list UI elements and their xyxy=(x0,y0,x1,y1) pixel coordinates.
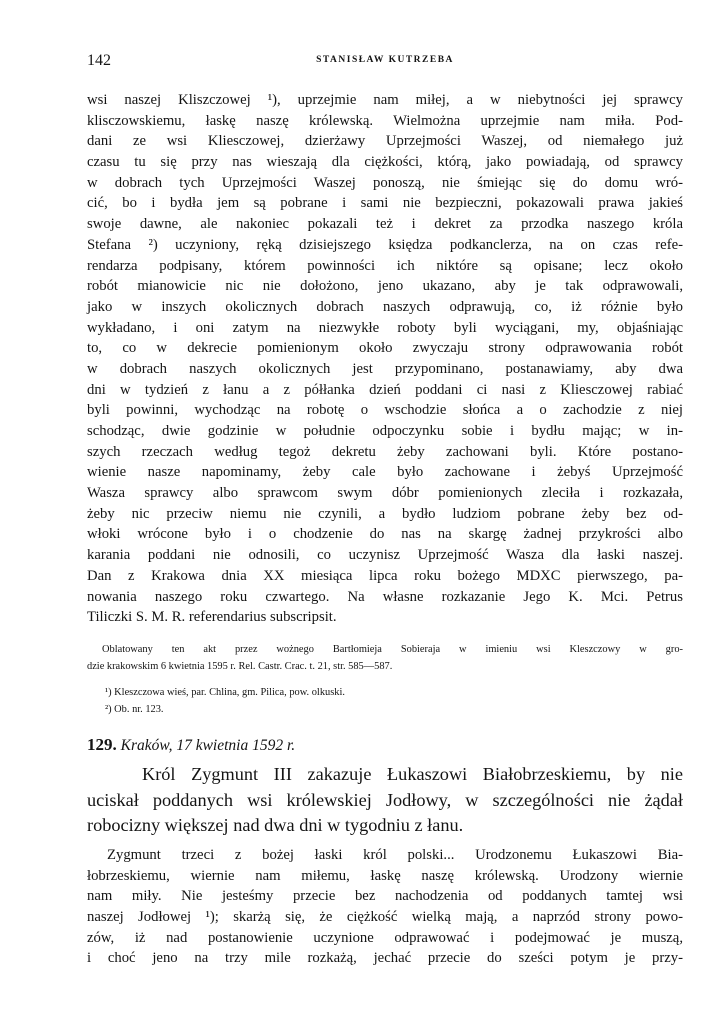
text-line: i choć jeno na trzy mile rozkażą, jechać przecie do sześci potym je przy- xyxy=(87,950,683,967)
regest-line: uciskał poddanych wsi królewskiej Jodłowy, w szczególności nie żądał xyxy=(87,789,683,810)
text-line: Dan z Krakowa dnia XX miesiąca lipca roku bożego MDXC pierwszego, pa- xyxy=(87,567,683,584)
page-header xyxy=(87,52,683,72)
text-line: Tiliczki S. M. R. referendarius subscripsit. xyxy=(87,609,337,626)
text-line: Wasza sprawcy albo sprawcom swym dóbr pomienionych zleciła i rozkazała, xyxy=(87,485,683,502)
text-line: klisczowskiemu, łaskę naszę królewską. Wielmożna uprzejmie nam miła. Pod- xyxy=(87,112,683,129)
note-line: dzie krakowskim 6 kwietnia 1595 r. Rel. Castr. Crac. t. 21, str. 585—587. xyxy=(87,661,393,672)
footnote: ¹) Kleszczowa wieś, par. Chlina, gm. Pilica, pow. olkuski. xyxy=(105,687,345,698)
regest-line: Król Zygmunt III zakazuje Łukaszowi Białobrzeskiemu, by nie xyxy=(142,764,683,784)
footnotes xyxy=(87,684,683,718)
text-line: nam miły. Nie jesteśmy przecie bez nachodzenia od poddanych tamtej wsi xyxy=(87,888,683,905)
text-line: włoki wrócone było i o chodzenie do nas na skargę żadnej przykrości albo xyxy=(87,526,683,543)
text-line: żeby nic przeciw niemu nie czynili, a bydło ludziom pobrane żeby bez od- xyxy=(87,505,683,522)
footnote: ²) Ob. nr. 123. xyxy=(105,704,164,715)
regest-line: robocizny większej nad dwa dni w tygodniu z łanu. xyxy=(87,815,464,835)
text-line: szych rzeczach według tegoż dekretu żeby zachowani byli. Które postano- xyxy=(87,443,683,460)
text-line: karania poddani nie odnosili, co uczynisz Uprzejmość Wasza dla łaski naszej. xyxy=(87,547,683,564)
text-line: Zygmunt trzeci z bożej łaski król polski... Urodzonemu Łukaszowi Bia- xyxy=(107,847,683,863)
text-line: dani ze wsi Kliesczowej, dzierżawy Uprzejmości Waszej, od niemałego już xyxy=(87,133,683,150)
text-line: wienie nasze napominamy, żeby cale było zachowane i żebyś Uprzejmość xyxy=(87,464,683,481)
text-line: łobrzeskiemu, wiernie nam miłemu, łaskę naszę królewską. Urodzony wiernie xyxy=(87,867,683,884)
text-line: to, co w dekrecie pomienionym około zwyczaju strony odprawowania robót xyxy=(87,340,683,357)
text-line: swoje dawne, ale nakoniec pokazali też i dekret za przodka naszego króla xyxy=(87,216,683,233)
document-text xyxy=(87,845,683,969)
text-line: zów, iż nad postanowienie uczynione odprawować i podejmować je muszą, xyxy=(87,929,683,946)
text-line: czasu tu się przy nas wieszają dla ciężkości, którą, jako powiadają, od sprawcy xyxy=(87,154,683,171)
text-line: wykładano, i oni zatym na niezwykłe roboty byli wyciągani, my, objaśniając xyxy=(87,319,683,336)
text-line: dni w tydzień z łanu a z półłanka dzień poddani ci nasi z Kliesczowej rabiać xyxy=(87,381,683,398)
page-number: 142 xyxy=(87,52,111,69)
text-line: naszej Jodłowej ¹); skarżą się, że ciężkość wielką mają, a naprzód strony powo- xyxy=(87,909,683,926)
text-line: nowania naszego roku czwartego. Na własne rozkazanie Jego K. Mci. Petrus xyxy=(87,588,683,605)
text-line: schodząc, dwie godzinie w południe odpoczynku sobie i bydłu mając; w in- xyxy=(87,423,683,439)
text-line: cić, bo i bydła jem są pobrane i sami nie bezpieczni, pokazowali prawa jakieś xyxy=(87,195,683,212)
running-head: STANISŁAW KUTRZEBA xyxy=(316,55,454,65)
text-line: byli powinni, wychodząc na robotę o wschodzie słońca a o zachodzie z niej xyxy=(87,402,683,419)
document-number: 129. xyxy=(87,735,117,754)
document-regest xyxy=(87,762,683,839)
document-heading xyxy=(87,735,683,755)
text-line: w dobrach tych Uprzejmości Waszej ponoszą, nie śmiejąc się do domu wró- xyxy=(87,174,683,191)
oblata-note xyxy=(87,641,683,675)
text-line: robót mianowicie nic nie dołożono, jeno ukazano, aby je tak odprawowali, xyxy=(87,278,683,295)
body-text xyxy=(87,90,683,628)
note-line: Oblatowany ten akt przez wożnego Bartłomieja Sobieraja w imieniu wsi Kleszczowy w gro- xyxy=(102,644,683,655)
document-place-date: Kraków, 17 kwietnia 1592 r. xyxy=(120,737,296,754)
text-line: jako w inszych okolicznych dobrach naszych odprawują, co, iż różnie było xyxy=(87,298,683,315)
text-line: w dobrach naszych okolicznych jest przypominano, postanawiamy, aby dwa xyxy=(87,360,683,377)
text-line: wsi naszej Kliszczowej ¹), uprzejmie nam miłej, a w niebytności jej sprawcy xyxy=(87,92,683,108)
text-line: rendarza podpisany, którem powinności ich niktóre są opisane; lecz około xyxy=(87,257,683,274)
text-line: Stefana ²) uczyniony, ręką dzisiejszego księdza podkanclerza, na on czas refe- xyxy=(87,236,683,253)
